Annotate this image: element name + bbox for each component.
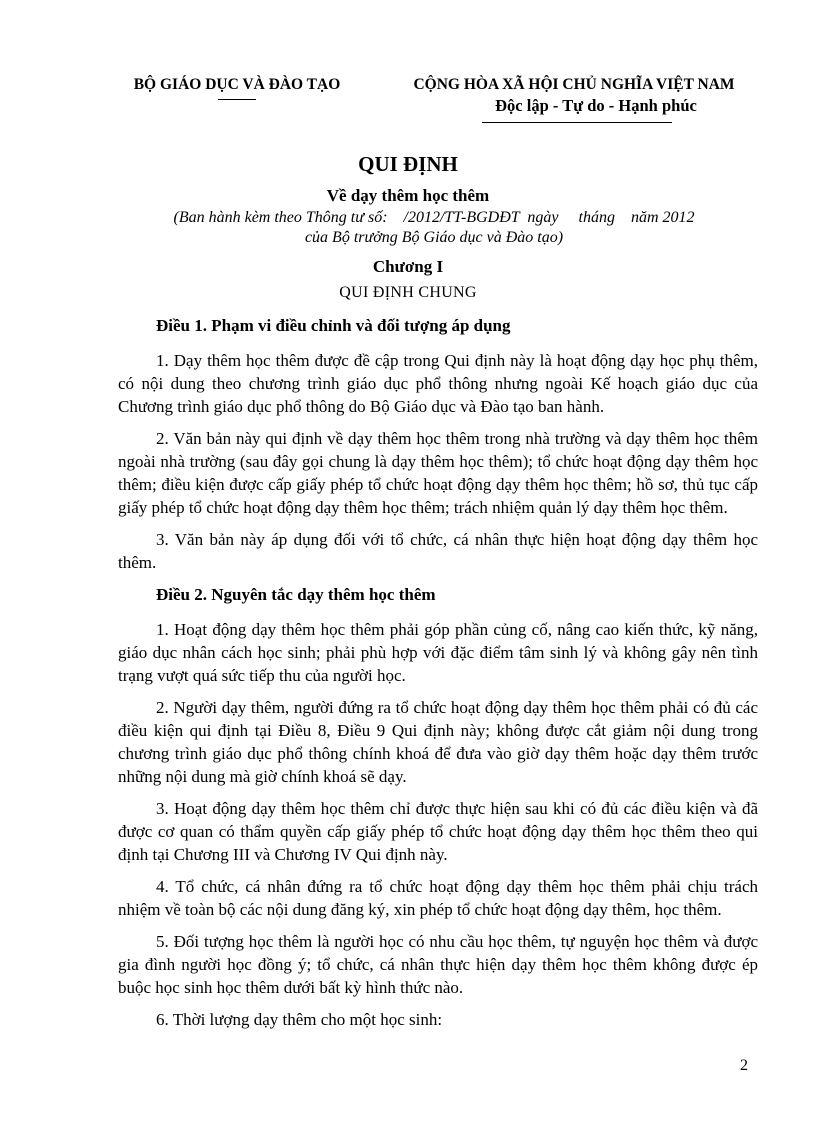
ministry-header bbox=[112, 76, 362, 100]
country-name: CỘNG HÒA XÃ HỘI CHỦ NGHĨA VIỆT NAM bbox=[413, 76, 735, 93]
issuance-note bbox=[104, 208, 764, 248]
article-2-paragraph-4: 4. Tổ chức, cá nhân đứng ra tổ chức hoạt động dạy thêm học thêm phải chịu trách nhiệm về toàn bộ các nội dung đăng ký, xin phép tổ chức hoạt động dạy thêm, học thêm. bbox=[118, 877, 758, 919]
document-subtitle: Về dạy thêm học thêm bbox=[326, 186, 490, 205]
ministry-underline bbox=[218, 99, 256, 100]
article-2-paragraph-2: 2. Người dạy thêm, người đứng ra tổ chức hoạt động dạy thêm học thêm phải có đủ các điều kiện qui định tại Điều 8, Điều 9 Qui định này; không được cắt giảm nội dung trong chương trình giáo dục phổ thông chính khoá để đưa vào giờ dạy thêm hoặc dạy thêm trước những nội dung mà giờ chính khoá sẽ dạy. bbox=[118, 698, 758, 786]
article-2-heading: Điều 2. Nguyên tắc dạy thêm học thêm bbox=[156, 585, 436, 604]
document-body bbox=[118, 314, 758, 1031]
article-2-paragraph-6: 6. Thời lượng dạy thêm cho một học sinh: bbox=[156, 1010, 443, 1029]
national-motto: Độc lập - Tự do - Hạnh phúc bbox=[495, 96, 697, 115]
national-header bbox=[378, 76, 770, 123]
chapter-name: QUI ĐỊNH CHUNG bbox=[339, 284, 477, 301]
article-2-paragraph-1: 1. Hoạt động dạy thêm học thêm phải góp phần củng cố, nâng cao kiến thức, kỹ năng, giáo dục nhân cách học sinh; phải phù hợp với đặc điểm tâm sinh lý và không gây nên tình trạng vượt quá sức tiếp thu của người học. bbox=[118, 620, 758, 685]
chapter-label: Chương I bbox=[372, 257, 444, 276]
motto-underline bbox=[482, 122, 672, 123]
article-2-paragraph-5: 5. Đối tượng học thêm là người học có nhu cầu học thêm, tự nguyện học thêm và được gia đình người học đồng ý; tổ chức, cá nhân thực hiện dạy thêm học thêm không được ép buộc học sinh học thêm dưới bất kỳ hình thức nào. bbox=[118, 932, 758, 997]
issuance-note-line-1: (Ban hành kèm theo Thông tư số: /2012/TT-BGDĐT ngày tháng năm 2012 bbox=[173, 209, 695, 226]
page-number: 2 bbox=[740, 1057, 748, 1074]
article-1-paragraph-3: 3. Văn bản này áp dụng đối với tổ chức, cá nhân thực hiện hoạt động dạy thêm học thêm. bbox=[118, 530, 758, 572]
article-1-paragraph-2: 2. Văn bản này qui định về dạy thêm học thêm trong nhà trường và dạy thêm học thêm ngoài nhà trường (sau đây gọi chung là dạy thêm học thêm); tổ chức hoạt động dạy thêm học thêm; điều kiện được cấp giấy phép tổ chức hoạt động dạy thêm học thêm; hồ sơ, thủ tục cấp giấy phép tổ chức hoạt động dạy thêm học thêm; trách nhiệm quản lý dạy thêm học thêm. bbox=[118, 429, 758, 517]
ministry-name: BỘ GIÁO DỤC VÀ ĐÀO TẠO bbox=[133, 76, 341, 93]
article-1-paragraph-1: 1. Dạy thêm học thêm được đề cập trong Qui định này là hoạt động dạy học phụ thêm, có nội dung theo chương trình giáo dục phổ thông nhưng ngoài Kế hoạch giáo dục của Chương trình giáo dục phổ thông do Bộ Giáo dục và Đào tạo ban hành. bbox=[118, 351, 758, 416]
document-title: QUI ĐỊNH bbox=[358, 152, 458, 176]
article-1-heading: Điều 1. Phạm vi điều chỉnh và đối tượng áp dụng bbox=[156, 316, 511, 335]
article-2-paragraph-3: 3. Hoạt động dạy thêm học thêm chỉ được thực hiện sau khi có đủ các điều kiện và đã được cơ quan có thẩm quyền cấp giấy phép tổ chức hoạt động dạy thêm học thêm theo qui định tại Chương III và Chương IV Qui định này. bbox=[118, 799, 758, 864]
issuance-note-line-2: của Bộ trưởng Bộ Giáo dục và Đào tạo) bbox=[304, 229, 564, 246]
